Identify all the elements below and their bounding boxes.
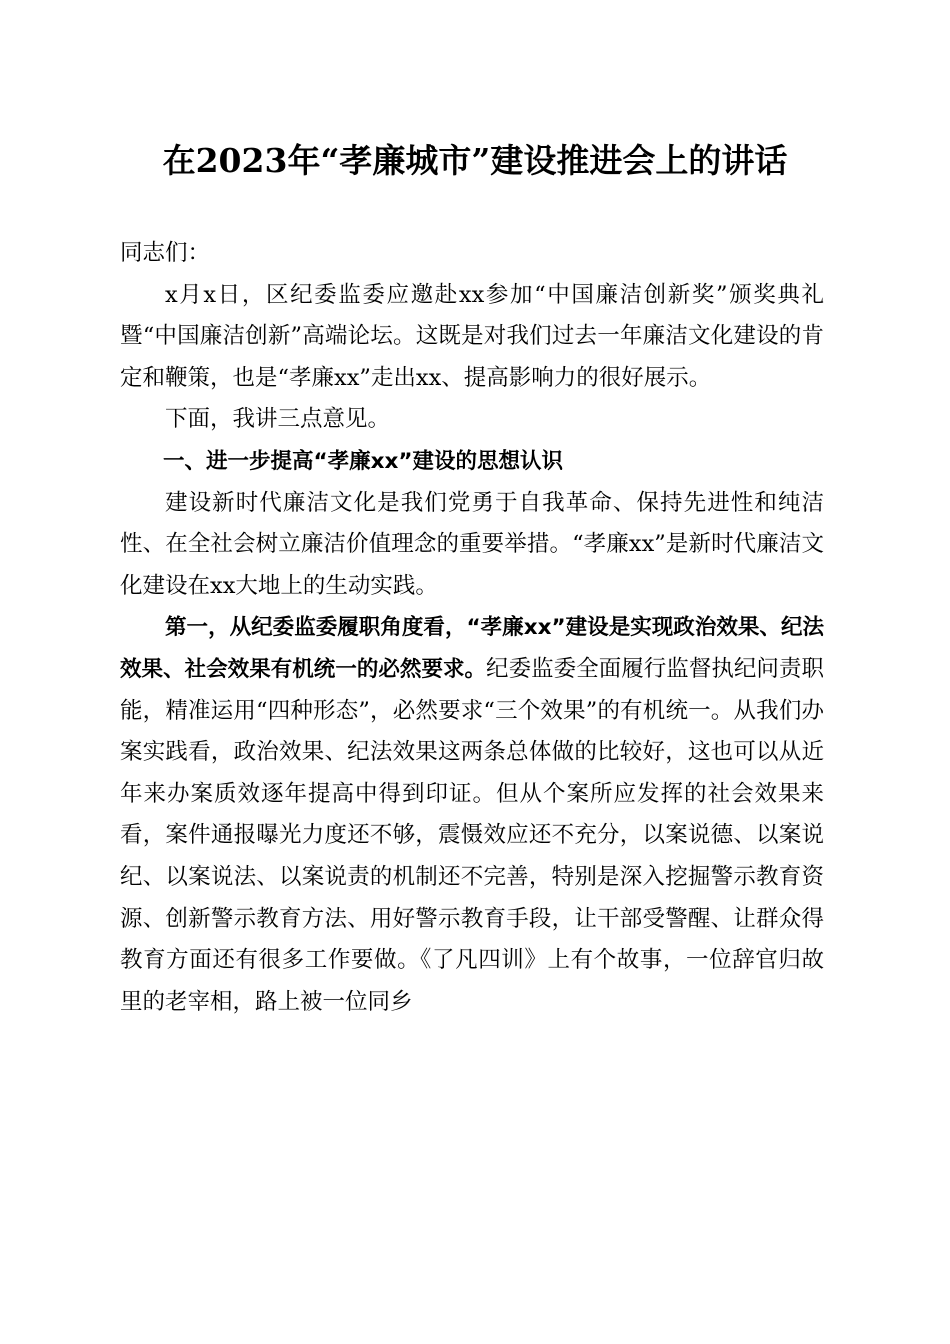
paragraph-4 (120, 607, 824, 1023)
paragraph-4-lead: 第一，从纪委监委履职角度看，“孝廉xx”建设是实现政治效果、纪法效果、社会效果有机统一的必然要求。 (120, 615, 824, 682)
paragraph-4-body: 纪委监委全面履行监督执纪问责职能，精准运用“四种形态”，必然要求“三个效果”的有机统一。从我们办案实践看，政治效果、纪法效果这两条总体做的比较好，这也可以从近年来办案质效逐年提高中得到印证。但从个案所应发挥的社会效果来看，案件通报曝光力度还不够，震慑效应还不充分，以案说德、以案说纪、以案说法、以案说责的机制还不完善，特别是深入挖掘警示教育资源、创新警示教育方法、用好警示教育手段，让干部受警醒、让群众得教育方面还有很多工作要做。《了凡四训》上有个故事，一位辞官归故里的老宰相，路上被一位同乡 (120, 655, 824, 1015)
greeting: 同志们： (120, 240, 211, 266)
document-body (120, 233, 824, 1023)
paragraph-3: 建设新时代廉洁文化是我们党勇于自我革命、保持先进性和纯洁性、在全社会树立廉洁价值理念的重要举措。“孝廉xx”是新时代廉洁文化建设在xx大地上的生动实践。 (120, 489, 824, 599)
document-title: 在2023年“孝廉城市”建设推进会上的讲话 (162, 141, 788, 180)
section-heading-1: 一、进一步提高“孝廉xx”建设的思想认识 (163, 448, 563, 474)
paragraph-2: 下面，我讲三点意见。 (165, 406, 391, 433)
paragraph-1: x月x日，区纪委监委应邀赴xx参加“中国廉洁创新奖”颁奖典礼暨“中国廉洁创新”高端论坛。这既是对我们过去一年廉洁文化建设的肯定和鞭策，也是“孝廉xx”走出xx、提高影响力的很好展示。 (120, 281, 824, 391)
